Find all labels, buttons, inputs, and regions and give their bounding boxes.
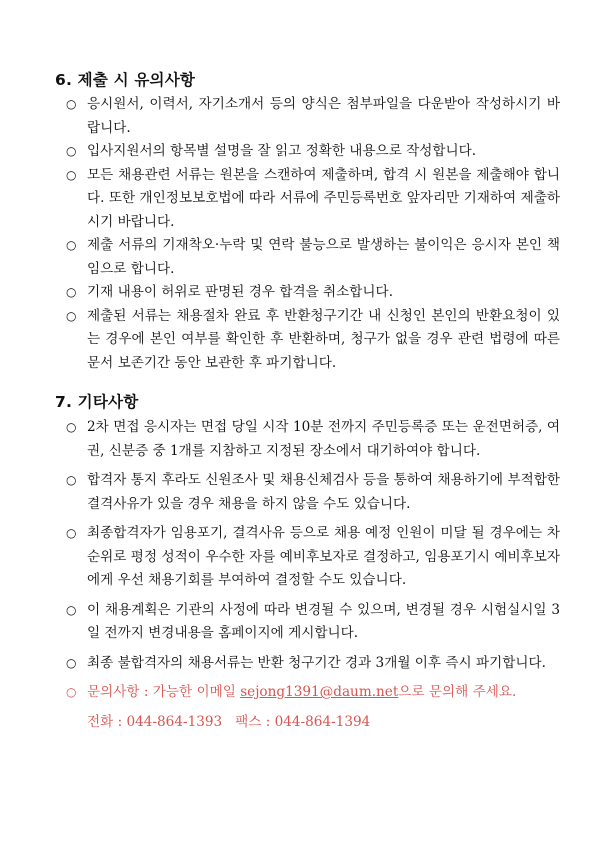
list-item: ○ 합격자 통지 후라도 신원조사 및 채용신체검사 등을 통하여 채용하기에 부적합한 결격사유가 있을 경우 채용을 하지 않을 수도 있습니다. <box>62 469 560 516</box>
contact-prefix: 문의사항 : 가능한 이메일 <box>87 684 241 700</box>
list-item: ○ 모든 채용관련 서류는 원본을 스캔하여 제출하며, 합격 시 원본을 제출해야 합니다. 또한 개인정보보호법에 따라 서류에 주민등록번호 앞자리만 기재하여 제출하시기 바랍니다. <box>62 164 560 235</box>
contact-phone-line: 전화 : 044-864-1393 팩스 : 044-864-1394 <box>87 713 371 730</box>
bullet-circle-icon: ○ <box>66 655 77 670</box>
list-item: ○ 이 채용계획은 기관의 사정에 따라 변경될 수 있으며, 변경될 경우 시험실시일 3일 전까지 변경내용을 홈페이지에 게시합니다. <box>62 599 560 646</box>
section-6-heading: 6. 제출 시 유의사항 <box>55 71 196 89</box>
contact-email-link[interactable]: sejong1391@daum.net <box>240 684 399 700</box>
bullet-circle-icon: ○ <box>66 285 77 299</box>
list-item: ○ 최종합격자가 임용포기, 결격사유 등으로 채용 예정 인원이 미달 될 경우에는 차순위로 평정 성적이 우수한 자를 예비후보자로 결정하고, 임용포기시 예비후보자에게 우선 채용기회를 부여하여 결정할 수도 있습니다. <box>62 522 560 593</box>
section-7-list <box>62 416 560 734</box>
list-item: ○ 제출된 서류는 채용절차 완료 후 반환청구기간 내 신청인 본인의 반환요청이 있는 경우에 본인 여부를 확인한 후 반환하며, 청구가 없을 경우 관련 법령에 따른 문서 보존기간 동안 보관한 후 파기합니다. <box>62 305 560 376</box>
list-item: ○ 최종 불합격자의 채용서류는 반환 청구기간 경과 3개월 이후 즉시 파기합니다. <box>62 652 560 676</box>
bullet-circle-icon: ○ <box>66 685 77 699</box>
contact-suffix: 으로 문의해 주세요. <box>398 684 517 700</box>
bullet-circle-icon: ○ <box>66 308 77 323</box>
section-7-heading: 7. 기타사항 <box>55 393 139 411</box>
list-item: ○ 기재 내용이 허위로 판명된 경우 합격을 취소합니다. <box>62 281 560 305</box>
bullet-circle-icon: ○ <box>66 473 77 487</box>
section-6-list <box>62 93 560 375</box>
list-item: ○ 입사지원서의 항목별 설명을 잘 읽고 정확한 내용으로 작성합니다. <box>62 140 560 164</box>
bullet-circle-icon: ○ <box>66 144 77 158</box>
bullet-circle-icon: ○ <box>66 238 77 252</box>
list-item: ○ 제출 서류의 기재착오·누락 및 연락 불능으로 발생하는 불이익은 응시자 본인 책임으로 합니다. <box>62 234 560 281</box>
bullet-circle-icon: ○ <box>66 97 77 111</box>
bullet-circle-icon: ○ <box>66 602 77 617</box>
bullet-circle-icon: ○ <box>66 420 77 434</box>
contact-item <box>62 681 560 705</box>
list-item: ○ 2차 면접 응시자는 면접 당일 시작 10분 전까지 주민등록증 또는 운전면허증, 여권, 신분증 중 1개를 지참하고 지정된 장소에서 대기하여야 합니다. <box>62 416 560 463</box>
list-item: ○ 응시원서, 이력서, 자기소개서 등의 양식은 첨부파일을 다운받아 작성하시기 바랍니다. <box>62 93 560 140</box>
bullet-circle-icon: ○ <box>66 526 77 540</box>
bullet-circle-icon: ○ <box>66 167 77 182</box>
